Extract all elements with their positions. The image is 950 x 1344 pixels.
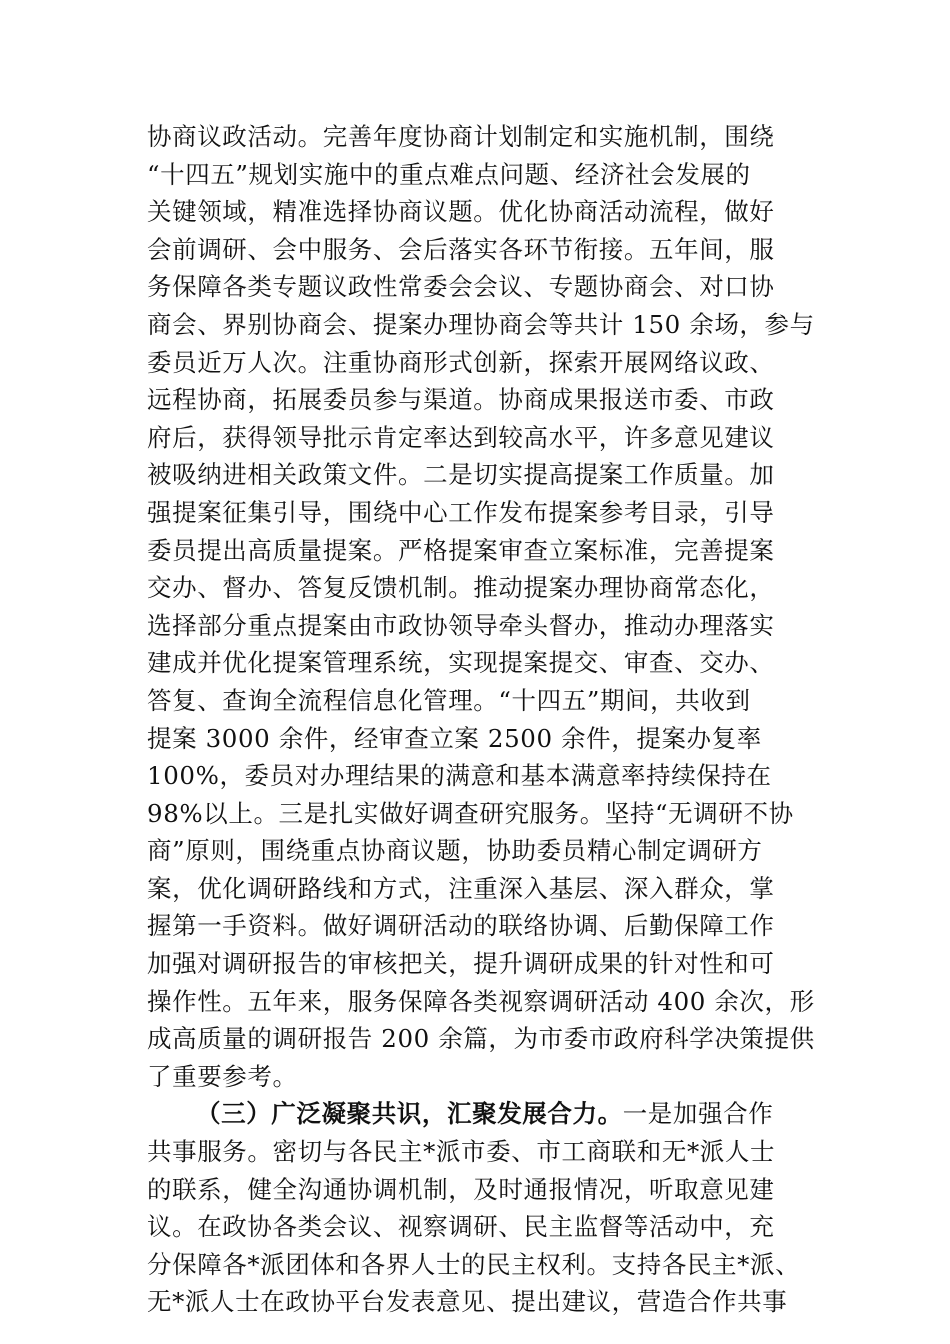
section-heading: （三）广泛凝聚共识，汇聚发展合力。: [196, 1099, 623, 1129]
text-line: 握第一手资料。做好调研活动的联络协调、后勤保障工作: [147, 911, 775, 941]
text-line: 100%，委员对办理结果的满意和基本满意率持续保持在: [147, 761, 772, 791]
paragraph-1: [147, 118, 827, 1095]
text-line: 委员近万人次。注重协商形式创新，探索开展网络议政、: [147, 347, 775, 377]
text-line: 共事服务。密切与各民主*派市委、市工商联和无*派人士: [147, 1137, 776, 1167]
text-line: 协商议政活动。完善年度协商计划制定和实施机制，围绕: [147, 122, 775, 151]
text-line: 议。在政协各类会议、视察调研、民主监督等活动中，充: [147, 1212, 775, 1242]
text-line: 答复、查询全流程信息化管理。“十四五”期间，共收到: [147, 685, 751, 715]
text-line: 98%以上。三是扎实做好调查研究服务。坚持“无调研不协: [147, 798, 794, 828]
document-body: [147, 118, 827, 1321]
text-line: 被吸纳进相关政策文件。二是切实提高提案工作质量。加: [147, 460, 775, 490]
text-line: 会前调研、会中服务、会后落实各环节衔接。五年间，服: [147, 234, 775, 264]
text-line: 无*派人士在政协平台发表意见、提出建议，营造合作共事: [147, 1287, 788, 1317]
text-line: 建成并优化提案管理系统，实现提案提交、审查、交办、: [147, 648, 775, 678]
text-line: 选择部分重点提案由市政协领导牵头督办，推动办理落实: [147, 610, 775, 640]
text-line: 的联系，健全沟通协调机制，及时通报情况，听取意见建: [147, 1174, 775, 1204]
text-line: 提案 3000 余件，经审查立案 2500 余件，提案办复率: [147, 723, 762, 753]
paragraph-2-first-line: [147, 1095, 827, 1133]
text-line: 委员提出高质量提案。严格提案审查立案标准，完善提案: [147, 535, 775, 565]
text-line: 商”原则，围绕重点协商议题，协助委员精心制定调研方: [147, 836, 763, 866]
text-line: 远程协商，拓展委员参与渠道。协商成果报送市委、市政: [147, 385, 775, 415]
text-line: “十四五”规划实施中的重点难点问题、经济社会发展的: [147, 159, 751, 189]
text-line: 成高质量的调研报告 200 余篇，为市委市政府科学决策提供: [147, 1024, 815, 1054]
paragraph-2: [147, 1095, 827, 1321]
text-line: 关键领域，精准选择协商议题。优化协商活动流程，做好: [147, 197, 775, 227]
text-line: 交办、督办、答复反馈机制。推动提案办理协商常态化，: [147, 573, 775, 603]
text-line: 商会、界别协商会、提案办理协商会等共计 150 余场，参与: [147, 309, 815, 339]
text-segment: 一是加强合作: [622, 1099, 774, 1129]
text-line: 务保障各类专题议政性常委会会议、专题协商会、对口协: [147, 272, 775, 302]
text-line: 强提案征集引导，围绕中心工作发布提案参考目录，引导: [147, 497, 775, 527]
text-line: 了重要参考。: [147, 1061, 298, 1091]
text-line: 加强对调研报告的审核把关，提升调研成果的针对性和可: [147, 949, 775, 979]
text-line: 案，优化调研路线和方式，注重深入基层、深入群众，掌: [147, 873, 775, 903]
text-line: 分保障各*派团体和各界人士的民主权利。支持各民主*派、: [147, 1249, 801, 1279]
text-line: 操作性。五年来，服务保障各类视察调研活动 400 余次，形: [147, 986, 815, 1016]
text-line: 府后，获得领导批示肯定率达到较高水平，许多意见建议: [147, 422, 775, 452]
